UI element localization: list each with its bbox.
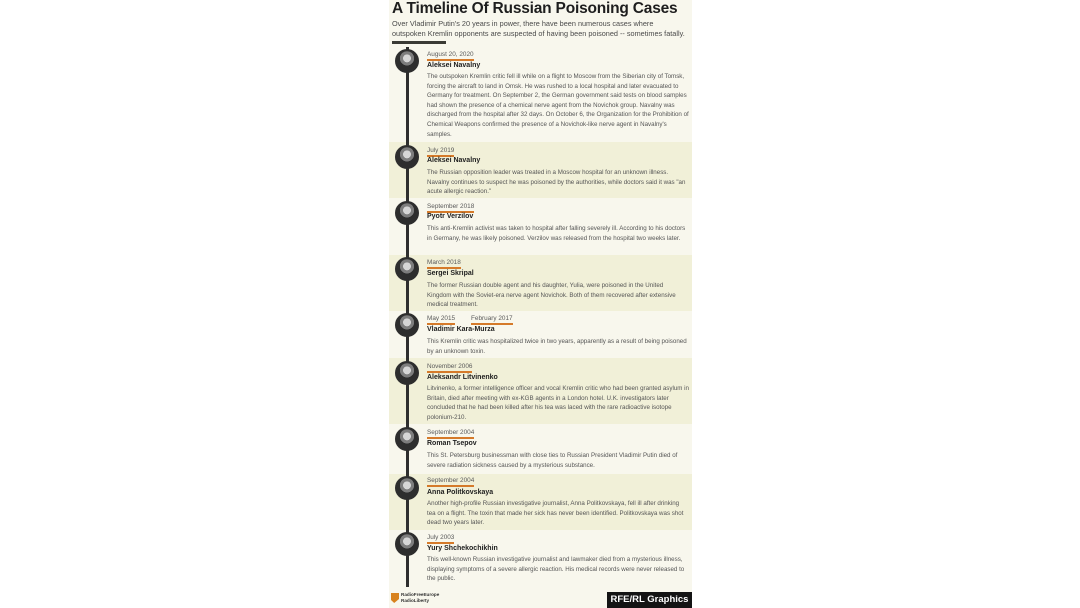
entry-description: This St. Petersburg businessman with close ties to Russian President Vladimir Putin died of severe radiation sickness caused by a mysterious substance. (427, 452, 678, 469)
logo-text (401, 592, 439, 603)
logo-line-2: RadioLiberty (401, 597, 430, 603)
entry-date: August 20, 2020 (427, 51, 474, 61)
entry-description: This well-known Russian investigative journalist and lawmaker died from a mysterious illness, displaying symptoms of a severe allergic reaction. His medical records were never released to the public. (427, 556, 685, 583)
entry-date-secondary: February 2017 (471, 315, 513, 325)
entry-description: Another high-profile Russian investigative journalist, Anna Politkovskaya, fell ill after drinking tea on a flight. The toxin that made her sick has never been identified. Politkovskaya was shot dead two years later. (427, 500, 684, 527)
rferl-logo-icon (391, 593, 399, 603)
rferl-logo (391, 591, 451, 605)
logo-line-1: RadioFreeEurope (401, 592, 440, 597)
avatar (395, 313, 419, 337)
entry-name: Pyotr Verzilov (427, 213, 474, 220)
avatar (395, 427, 419, 451)
entry-description: The outspoken Kremlin critic fell ill while on a flight to Moscow from the Siberian city of Tomsk, forcing the aircraft to land in Omsk. He was rushed to a local hospital and later evacuated to Germany for treatment. On September 2, the German government said tests on blood samples had shown the presence of a chemical nerve agent from the Novichok group. Navalny was discharged from the hospital after 32 days. On October 6, the Organization for the Prohibition of Chemical Weapons confirmed the presence of a Novichok-like nerve agent in Navalny's samples. (427, 73, 689, 138)
graphics-credit-badge: RFE/RL Graphics (607, 592, 692, 608)
entry-date: November 2006 (427, 363, 472, 373)
entry-description: The former Russian double agent and his daughter, Yulia, were poisoned in the United Kingdom with the Soviet-era nerve agent Novichok. Both of them recovered after extensive medical treatment. (427, 282, 676, 309)
entry-description: This Kremlin critic was hospitalized twice in two years, apparently as a result of being poisoned by an unknown toxin. (427, 338, 687, 355)
entry-date: September 2018 (427, 203, 474, 213)
entry-name: Aleksei Navalny (427, 62, 481, 69)
avatar (395, 201, 419, 225)
title-divider (392, 41, 446, 44)
avatar (395, 49, 419, 73)
avatar (395, 257, 419, 281)
entry-name: Roman Tsepov (427, 440, 477, 447)
entry-date: March 2018 (427, 259, 461, 269)
page-subtitle: Over Vladimir Putin's 20 years in power, there have been numerous cases where outspoken Kremlin opponents are suspected of having been poisoned -- sometimes fatally. (392, 19, 685, 38)
entry-name: Aleksandr Litvinenko (427, 374, 498, 381)
entry-date: July 2019 (427, 147, 454, 157)
avatar (395, 361, 419, 385)
entry-name: Vladimir Kara-Murza (427, 326, 495, 333)
avatar (395, 476, 419, 500)
entry-date: May 2015 (427, 315, 455, 325)
entry-name: Yury Shchekochikhin (427, 545, 498, 552)
entry-name: Sergei Skripal (427, 270, 474, 277)
entry-description: The Russian opposition leader was treated in a Moscow hospital for an unknown illness. Navalny continues to suspect he was poisoned by the authorities, while doctors said it was "an acute allergic reaction." (427, 169, 686, 196)
entry-name: Anna Politkovskaya (427, 489, 494, 496)
avatar (395, 145, 419, 169)
entry-date: July 2003 (427, 534, 454, 544)
page-title: A Timeline Of Russian Poisoning Cases (392, 0, 678, 17)
entry-date: September 2004 (427, 477, 474, 487)
entry-description: Litvinenko, a former intelligence officer and vocal Kremlin critic who had been granted asylum in Britain, died after meeting with ex-KGB agents in a London hotel. U.K. investigators later concluded that he had been killed after his tea was laced with the rare radioactive isotope polonium-210. (427, 385, 689, 421)
entry-date: September 2004 (427, 429, 474, 439)
entry-name: Aleksei Navalny (427, 157, 481, 164)
avatar (395, 532, 419, 556)
entry-description: This anti-Kremlin activist was taken to hospital after falling severely ill. According to his doctors in Germany, he was likely poisoned. Verzilov was released from the hospital two weeks later. (427, 225, 686, 242)
